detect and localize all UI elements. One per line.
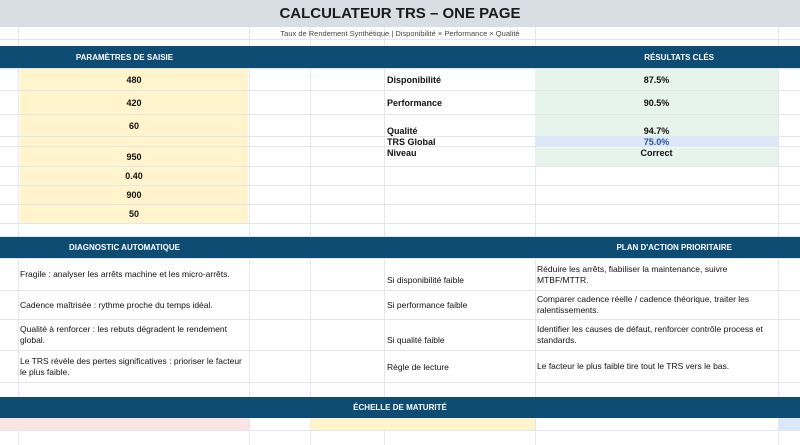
plan-condition: Si performance faible <box>387 300 468 310</box>
diagnostic-item: Le TRS révèle des pertes significatives : prioriser le facteur le plus faible. <box>20 355 242 377</box>
header-band-fill <box>249 237 384 258</box>
input-cell[interactable]: 60 <box>20 115 248 136</box>
maturity-level-high <box>778 418 800 430</box>
result-value: 87.5% <box>535 69 778 90</box>
maturity-level-low <box>0 418 249 430</box>
diagnostic-item: Qualité à renforcer : les rebuts dégradent le rendement global. <box>20 324 227 345</box>
input-cell[interactable]: 420 <box>20 91 248 114</box>
level-badge: Correct <box>535 148 778 166</box>
maturity-header: ÉCHELLE DE MATURITÉ <box>0 397 800 418</box>
trs-global-value: 75.0% <box>535 136 778 147</box>
result-label: Niveau <box>387 148 417 158</box>
plan-header: PLAN D'ACTION PRIORITAIRE <box>384 237 800 258</box>
result-label: Disponibilité <box>387 74 441 85</box>
page-subtitle: Taux de Rendement Synthétique | Disponibilité × Performance × Qualité <box>280 28 520 38</box>
input-cell-empty[interactable] <box>20 137 248 146</box>
plan-action: Le facteur le plus faible tire tout le TRS vers le bas. <box>537 361 730 371</box>
input-cell[interactable]: 480 <box>20 69 248 90</box>
plan-condition: Si disponibilité faible <box>387 274 465 285</box>
diagnostic-header: DIAGNOSTIC AUTOMATIQUE <box>0 237 249 258</box>
plan-condition: Règle de lecture <box>387 361 449 372</box>
input-cell[interactable]: 950 <box>20 147 248 166</box>
diagnostic-item: Cadence maîtrisée : rythme proche du temps idéal. <box>20 299 213 310</box>
page-title: CALCULATEUR TRS – ONE PAGE <box>0 0 800 27</box>
results-header: RÉSULTATS CLÉS <box>249 46 800 68</box>
maturity-level-mid <box>310 418 535 430</box>
result-label: Performance <box>387 97 443 108</box>
plan-condition: Si qualité faible <box>387 335 445 345</box>
inputs-header: PARAMÈTRES DE SAISIE <box>0 46 249 68</box>
result-label: TRS Global <box>387 136 436 147</box>
input-cell[interactable]: 0.40 <box>20 167 248 185</box>
result-label: Qualité <box>387 126 418 136</box>
plan-action: Réduire les arrêts, fiabiliser la maintenance, suivre MTBF/MTTR. <box>537 263 728 285</box>
diagnostic-item: Fragile : analyser les arrêts machine et les micro-arrêts. <box>20 269 230 279</box>
input-cell[interactable]: 900 <box>20 186 248 204</box>
plan-action: Identifier les causes de défaut, renforcer contrôle process et standards. <box>537 324 763 345</box>
result-value: 90.5% <box>535 91 778 114</box>
plan-action: Comparer cadence réelle / cadence théorique, traiter les ralentissements. <box>537 294 750 315</box>
result-value: 94.7% <box>535 115 778 136</box>
input-cell[interactable]: 50 <box>20 205 248 223</box>
